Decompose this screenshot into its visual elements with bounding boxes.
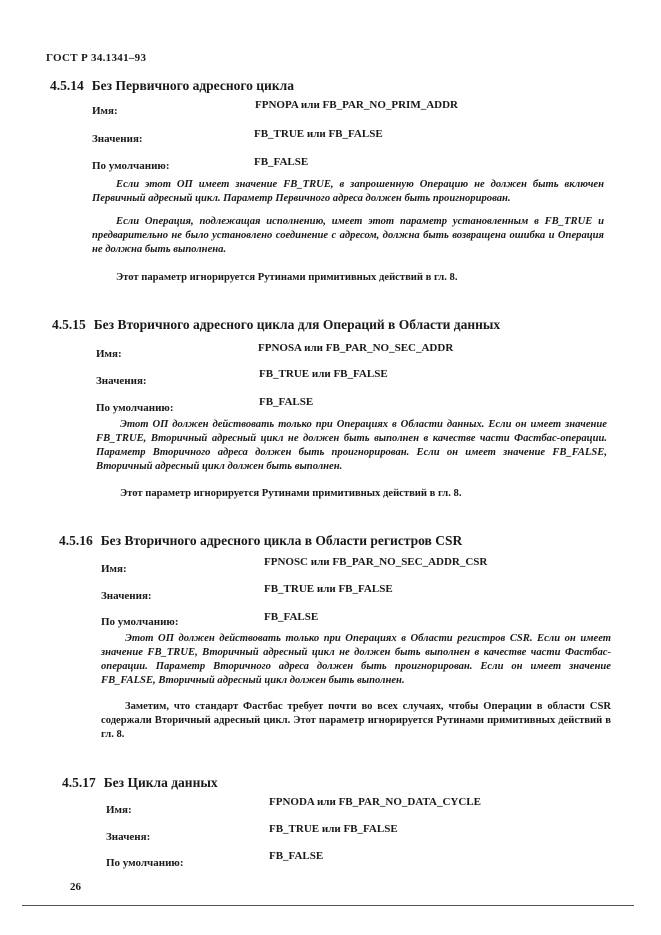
name-label: Имя: (96, 348, 122, 360)
default-value: FB_FALSE (259, 396, 314, 408)
section-title (59, 533, 462, 549)
name-value: FPNOPA или FB_PAR_NO_PRIM_ADDR (255, 99, 458, 111)
name-value: FPNOSC или FB_PAR_NO_SEC_ADDR_CSR (264, 556, 488, 568)
section-title (62, 775, 218, 791)
paragraph: Этот ОП должен действовать только при Операциях в Области регистров CSR. Если он имеет значение FB_TRUE, Вторичный адресный цикл не должен быть выполнен в качестве части Фастбас-операции. Параметр Вторичного адреса должен быть проигнорирован. Если он имеет значение FB_FALSE, Вторичный адресный цикл должен быть выполнен. (101, 633, 611, 686)
values-label: Значения: (101, 590, 152, 602)
section-title (52, 317, 500, 333)
section-number: 4.5.17 (62, 775, 96, 790)
paragraph: Этот параметр игнорируется Рутинами примитивных действий в гл. 8. (116, 272, 458, 283)
section-heading: Без Вторичного адресного цикла в Области регистров CSR (100, 533, 463, 548)
name-label: Имя: (106, 804, 132, 816)
values-label: Значения: (96, 375, 147, 387)
default-value: FB_FALSE (269, 850, 324, 862)
values-value: FB_TRUE или FB_FALSE (259, 368, 388, 380)
default-label: По умолчанию: (96, 402, 174, 414)
paragraph: Если этот ОП имеет значение FB_TRUE, в запрошенную Операцию не должен быть включен Первичный адресный цикл. Параметр Первичного адреса должен быть проигнорирован. (92, 179, 604, 204)
page-number: 26 (70, 881, 81, 893)
values-label: Значеня: (106, 831, 151, 843)
name-value: FPNOSA или FB_PAR_NO_SEC_ADDR (258, 342, 454, 354)
paragraph: Если Операция, подлежащая исполнению, имеет этот параметр установленным в FB_TRUE и предварительно не было установлено соединение с адресом, должна быть возвращена ошибка и Операция не должна быть выполнена. (92, 216, 604, 255)
section-heading: Без Первичного адресного цикла (91, 78, 294, 93)
section-number: 4.5.15 (52, 317, 86, 332)
default-value: FB_FALSE (254, 156, 309, 168)
section-heading: Без Вторичного адресного цикла для Операций в Области данных (93, 317, 501, 332)
name-label: Имя: (92, 105, 118, 117)
values-value: FB_TRUE или FB_FALSE (254, 128, 383, 140)
values-value: FB_TRUE или FB_FALSE (269, 823, 398, 835)
section-title (50, 78, 294, 94)
footer-divider (22, 905, 634, 906)
section-number: 4.5.14 (50, 78, 84, 93)
paragraph: Этот параметр игнорируется Рутинами примитивных действий в гл. 8. (120, 488, 462, 499)
paragraph: Заметим, что стандарт Фастбас требует почти во всех случаях, чтобы Операции в области CSR содержали Вторичный адресный цикл. Этот параметр игнорируется Рутинами примитивных действий в гл. 8. (101, 701, 611, 740)
values-label: Значения: (92, 133, 143, 145)
name-value: FPNODA или FB_PAR_NO_DATA_CYCLE (269, 796, 481, 808)
default-label: По умолчанию: (92, 160, 170, 172)
values-value: FB_TRUE или FB_FALSE (264, 583, 393, 595)
section-heading: Без Цикла данных (103, 775, 218, 790)
name-label: Имя: (101, 563, 127, 575)
default-value: FB_FALSE (264, 611, 319, 623)
default-label: По умолчанию: (106, 857, 184, 869)
section-number: 4.5.16 (59, 533, 93, 548)
default-label: По умолчанию: (101, 616, 179, 628)
document-header: ГОСТ Р 34.1341–93 (46, 52, 147, 64)
paragraph: Этот ОП должен действовать только при Операциях в Области данных. Если он имеет значение FB_TRUE, Вторичный адресный цикл не должен быть выполнен в качестве части Фастбас-операции. Параметр Вторичного адреса должен быть проигнорирован. Если он имеет значение FB_FALSE, Вторичный адресный цикл должен быть выполнен. (96, 419, 607, 472)
